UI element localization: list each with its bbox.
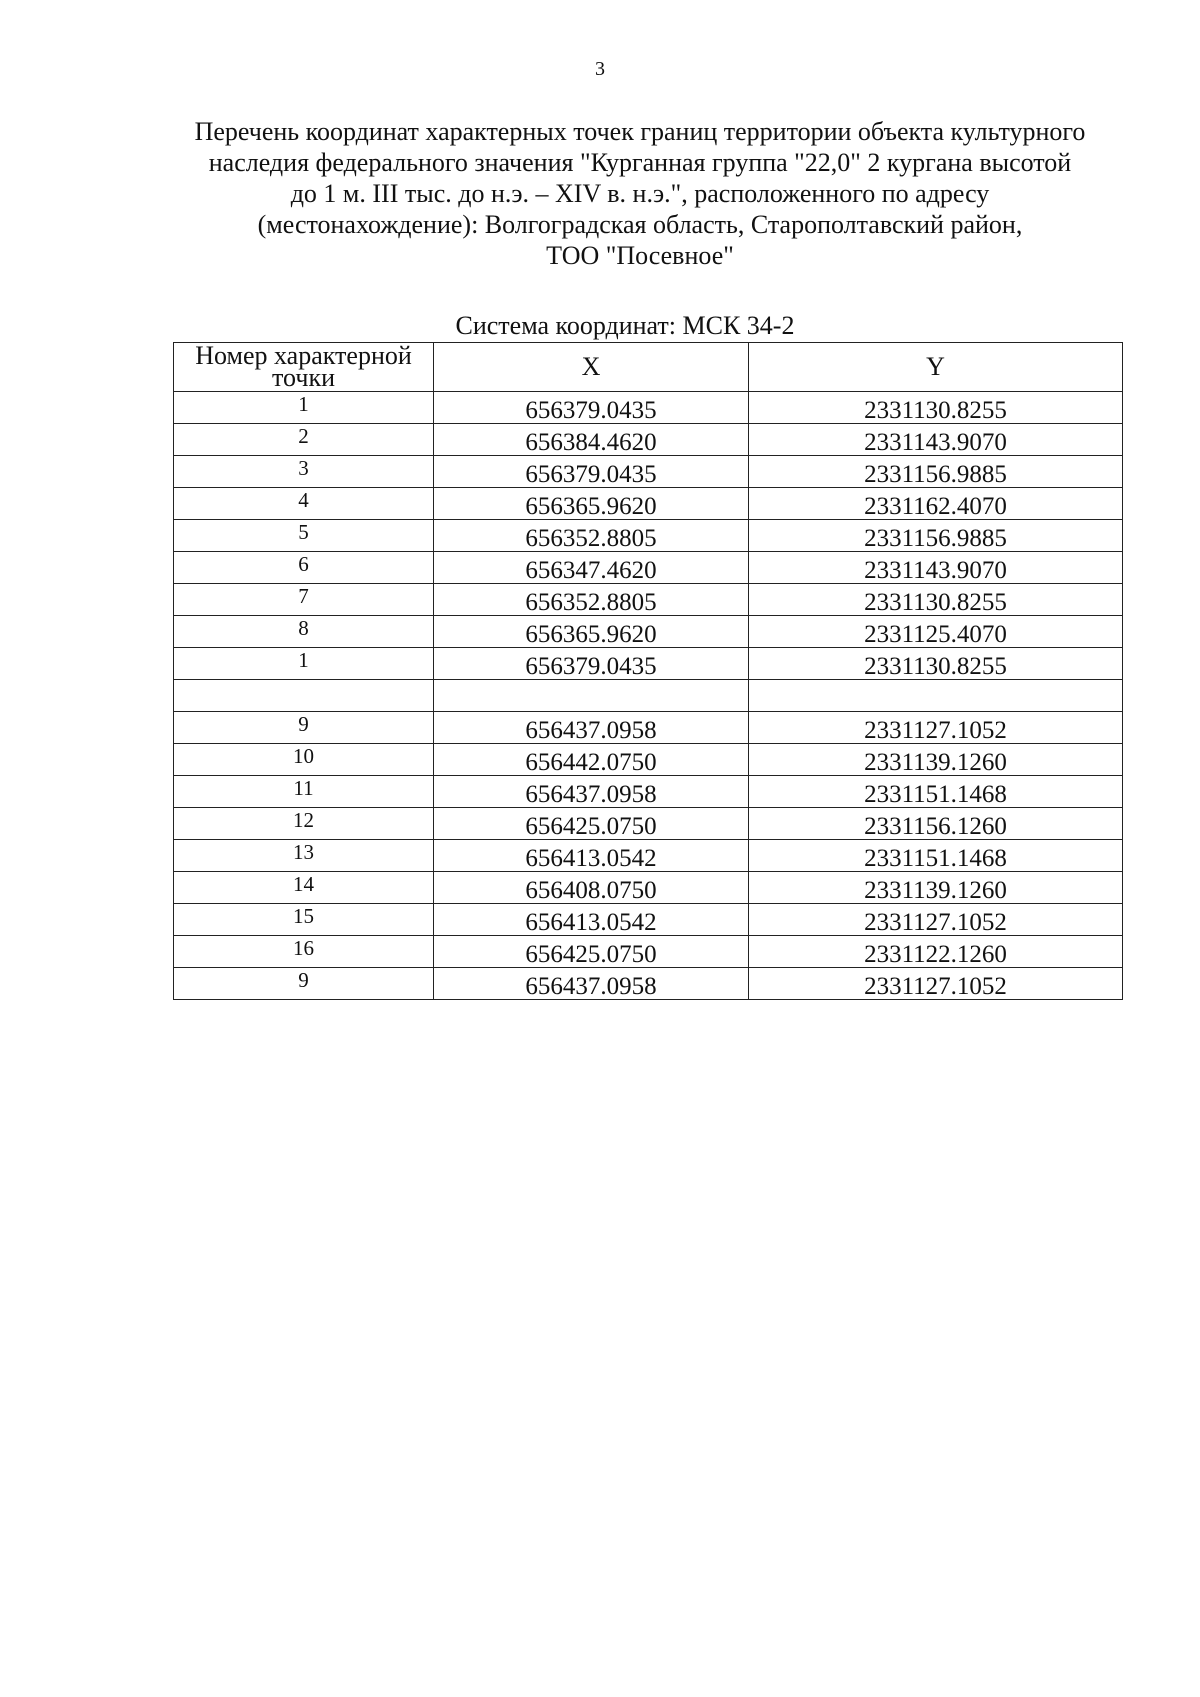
cell-x: 656384.4620 bbox=[434, 424, 749, 456]
header-point-line-1: Номер характерной bbox=[195, 341, 412, 370]
table-row bbox=[174, 392, 1123, 424]
cell-x: 656408.0750 bbox=[434, 872, 749, 904]
cell-point-number bbox=[174, 680, 434, 712]
cell-point-number: 1 bbox=[174, 392, 434, 424]
table-row bbox=[174, 456, 1123, 488]
cell-x: 656437.0958 bbox=[434, 712, 749, 744]
cell-point-number: 9 bbox=[174, 968, 434, 1000]
header-x: X bbox=[434, 343, 749, 392]
cell-x: 656379.0435 bbox=[434, 392, 749, 424]
table-row bbox=[174, 968, 1123, 1000]
table-row bbox=[174, 488, 1123, 520]
title-line-5: ТОО "Посевное" bbox=[546, 241, 734, 270]
title-line-2: наследия федерального значения "Курганная группа "22,0" 2 кургана высотой bbox=[208, 148, 1072, 177]
table-row bbox=[174, 840, 1123, 872]
cell-point-number: 7 bbox=[174, 584, 434, 616]
cell-x: 656413.0542 bbox=[434, 904, 749, 936]
table-row bbox=[174, 648, 1123, 680]
cell-y: 2331156.1260 bbox=[749, 808, 1123, 840]
cell-point-number: 8 bbox=[174, 616, 434, 648]
cell-x: 656352.8805 bbox=[434, 520, 749, 552]
cell-y: 2331125.4070 bbox=[749, 616, 1123, 648]
cell-y: 2331151.1468 bbox=[749, 776, 1123, 808]
cell-x: 656365.9620 bbox=[434, 488, 749, 520]
header-point-number bbox=[174, 343, 434, 392]
cell-x: 656379.0435 bbox=[434, 456, 749, 488]
cell-x: 656425.0750 bbox=[434, 936, 749, 968]
header-point-line-2: точки bbox=[272, 363, 335, 392]
title-line-4: (местонахождение): Волгоградская область, Старополтавский район, bbox=[257, 210, 1023, 239]
table-row bbox=[174, 520, 1123, 552]
cell-point-number: 15 bbox=[174, 904, 434, 936]
table-row bbox=[174, 936, 1123, 968]
cell-y: 2331130.8255 bbox=[749, 392, 1123, 424]
table-row bbox=[174, 584, 1123, 616]
table-row bbox=[174, 776, 1123, 808]
cell-x: 656347.4620 bbox=[434, 552, 749, 584]
cell-point-number: 6 bbox=[174, 552, 434, 584]
cell-point-number: 1 bbox=[174, 648, 434, 680]
coordinates-table bbox=[173, 342, 1123, 1000]
cell-point-number: 5 bbox=[174, 520, 434, 552]
cell-x bbox=[434, 680, 749, 712]
cell-y: 2331151.1468 bbox=[749, 840, 1123, 872]
cell-point-number: 4 bbox=[174, 488, 434, 520]
title-line-1: Перечень координат характерных точек границ территории объекта культурного bbox=[194, 117, 1086, 146]
table-body bbox=[174, 392, 1123, 1000]
cell-y: 2331130.8255 bbox=[749, 648, 1123, 680]
cell-y: 2331156.9885 bbox=[749, 520, 1123, 552]
cell-y: 2331127.1052 bbox=[749, 712, 1123, 744]
header-y: Y bbox=[749, 343, 1123, 392]
cell-point-number: 13 bbox=[174, 840, 434, 872]
cell-point-number: 16 bbox=[174, 936, 434, 968]
cell-point-number: 10 bbox=[174, 744, 434, 776]
table-row bbox=[174, 424, 1123, 456]
table-header-row bbox=[174, 343, 1123, 392]
cell-point-number: 12 bbox=[174, 808, 434, 840]
cell-y bbox=[749, 680, 1123, 712]
document-title bbox=[150, 116, 1130, 271]
cell-point-number: 14 bbox=[174, 872, 434, 904]
cell-x: 656437.0958 bbox=[434, 776, 749, 808]
table-row bbox=[174, 872, 1123, 904]
table-row bbox=[174, 616, 1123, 648]
coordinate-system-label: Система координат: МСК 34-2 bbox=[455, 311, 795, 340]
cell-point-number: 9 bbox=[174, 712, 434, 744]
cell-x: 656365.9620 bbox=[434, 616, 749, 648]
cell-y: 2331143.9070 bbox=[749, 552, 1123, 584]
page-number: 3 bbox=[595, 58, 605, 80]
cell-y: 2331139.1260 bbox=[749, 872, 1123, 904]
cell-x: 656379.0435 bbox=[434, 648, 749, 680]
cell-point-number: 3 bbox=[174, 456, 434, 488]
title-line-3: до 1 м. III тыс. до н.э. – XIV в. н.э.", расположенного по адресу bbox=[290, 179, 990, 208]
cell-y: 2331127.1052 bbox=[749, 904, 1123, 936]
cell-x: 656413.0542 bbox=[434, 840, 749, 872]
table-row bbox=[174, 680, 1123, 712]
cell-point-number: 2 bbox=[174, 424, 434, 456]
cell-y: 2331139.1260 bbox=[749, 744, 1123, 776]
table-row bbox=[174, 744, 1123, 776]
cell-y: 2331122.1260 bbox=[749, 936, 1123, 968]
cell-x: 656352.8805 bbox=[434, 584, 749, 616]
cell-y: 2331156.9885 bbox=[749, 456, 1123, 488]
cell-point-number: 11 bbox=[174, 776, 434, 808]
table-row bbox=[174, 904, 1123, 936]
cell-x: 656437.0958 bbox=[434, 968, 749, 1000]
cell-y: 2331162.4070 bbox=[749, 488, 1123, 520]
table-row bbox=[174, 712, 1123, 744]
table-row bbox=[174, 808, 1123, 840]
cell-x: 656425.0750 bbox=[434, 808, 749, 840]
table-row bbox=[174, 552, 1123, 584]
cell-y: 2331143.9070 bbox=[749, 424, 1123, 456]
cell-y: 2331127.1052 bbox=[749, 968, 1123, 1000]
cell-x: 656442.0750 bbox=[434, 744, 749, 776]
cell-y: 2331130.8255 bbox=[749, 584, 1123, 616]
